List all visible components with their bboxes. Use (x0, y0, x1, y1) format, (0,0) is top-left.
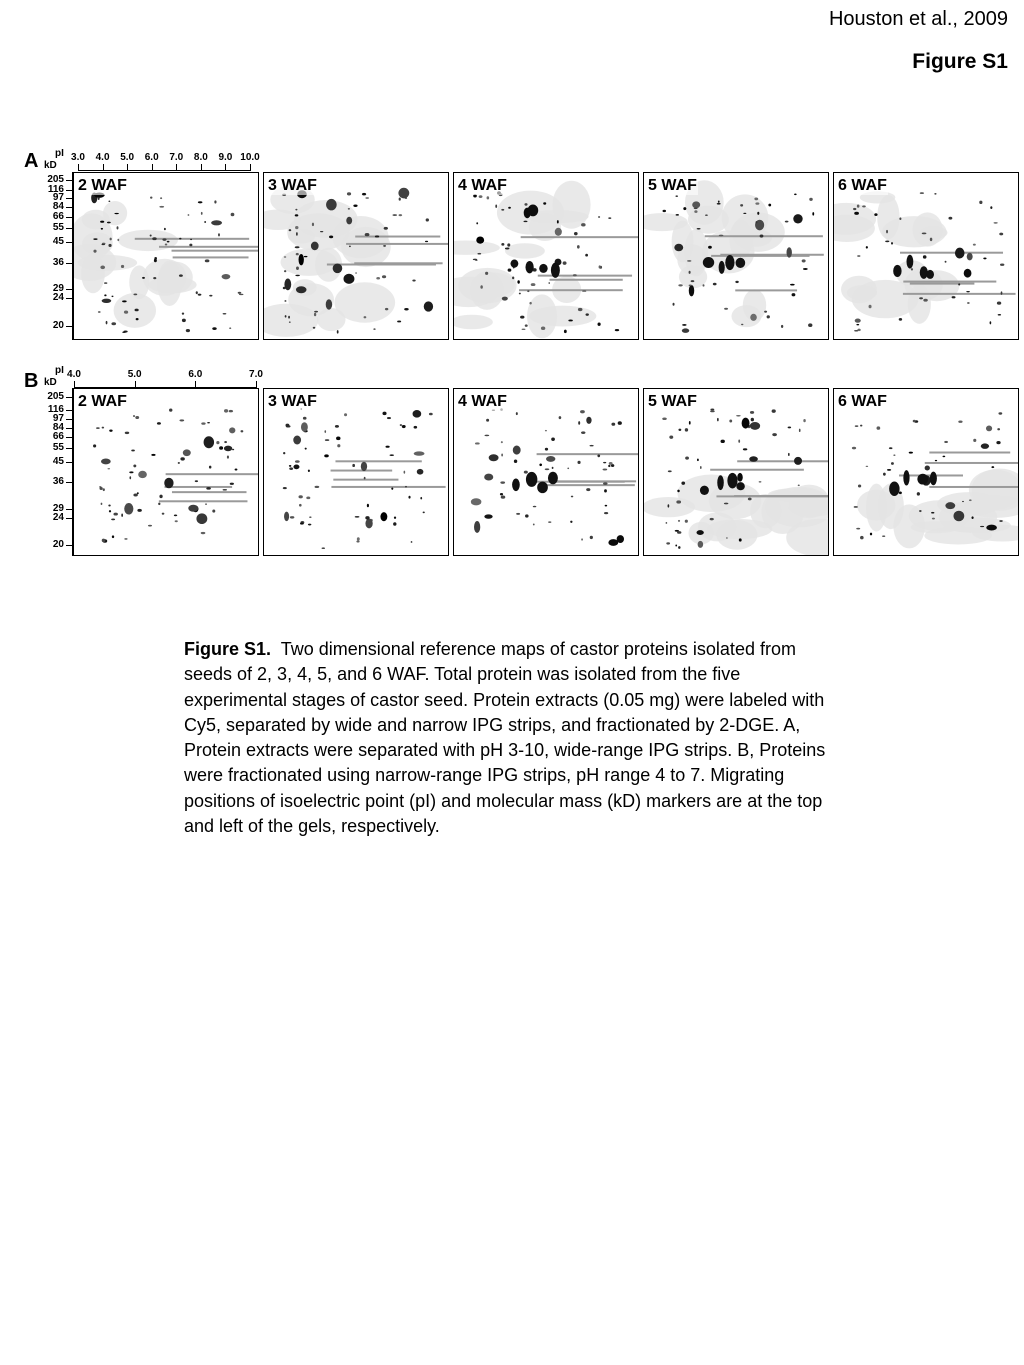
mw-tick-label: 84 (52, 201, 64, 212)
gel-image (643, 388, 829, 556)
gel-image (833, 172, 1019, 340)
gel-spot-pattern (644, 173, 829, 340)
mw-tick-label: 45 (52, 456, 64, 467)
pi-tick-label: 6.0 (188, 369, 203, 380)
mw-tick-mark (66, 242, 72, 243)
pi-tick-mark (201, 164, 202, 171)
author-citation: Houston et al., 2009 (828, 8, 1008, 30)
pi-tick-mark (127, 164, 128, 171)
mw-tick-label: 116 (47, 404, 64, 415)
mw-tick-label: 45 (52, 236, 64, 247)
gel-image (263, 388, 449, 556)
pi-tick-label: 4.0 (95, 152, 110, 163)
gel-spot-pattern (834, 173, 1019, 340)
gel-image (833, 388, 1019, 556)
gel-spot-pattern (74, 173, 259, 340)
mw-axis-unit: kD (44, 160, 57, 171)
pi-tick-mark (176, 164, 177, 171)
mw-tick-mark (66, 228, 72, 229)
mw-tick-mark (66, 462, 72, 463)
figure-label: Figure S1 (912, 50, 1008, 73)
pi-tick-label: 7.0 (249, 369, 263, 380)
mw-tick-label: 20 (52, 320, 64, 331)
pi-tick-mark (74, 381, 75, 388)
pi-tick-mark (225, 164, 226, 171)
mw-tick-label: 116 (47, 184, 64, 195)
pi-tick-label: 6.0 (144, 152, 159, 163)
mw-tick-label: 66 (52, 431, 64, 442)
mw-tick-mark (66, 217, 72, 218)
gel-image (73, 172, 259, 340)
pi-tick-mark (78, 164, 79, 171)
mw-tick-label: 205 (47, 391, 64, 402)
gel-spot-pattern (264, 389, 449, 556)
figure-caption (184, 637, 844, 839)
panel-letter: A (24, 150, 39, 172)
gel-image (263, 172, 449, 340)
pi-tick-mark (135, 381, 136, 388)
mw-axis-unit: kD (44, 377, 57, 388)
mw-tick-label: 97 (52, 413, 64, 424)
mw-tick-label: 36 (52, 257, 64, 268)
mw-tick-label: 24 (52, 292, 64, 303)
mw-tick-mark (66, 419, 72, 420)
gel-image (453, 388, 639, 556)
gel-spot-pattern (644, 389, 829, 556)
caption-text: Two dimensional reference maps of castor proteins isolated from seeds of 2, 3, 4, 5, and 6 WAF. Total protein was isolated from the five experimental stages of castor seed. Protein extracts (0.05 mg) were labeled with Cy5, separated by wide and narrow IPG strips, and fractionated by 2-DGE. A, Protein extracts were separated with pH 3-10, wide-range IPG strips. B, Proteins were fractionated using narrow-range IPG strips, pH range 4 to 7. Migrating positions of isoelectric point (pI) and molecular mass (kD) markers are at the top and left of the gels, respectively. (184, 639, 826, 837)
caption-label: Figure S1. (184, 639, 272, 659)
mw-tick-label: 20 (52, 539, 64, 550)
pi-tick-label: 4.0 (67, 369, 81, 380)
mw-tick-label: 84 (52, 422, 64, 433)
gel-image (453, 172, 639, 340)
panel-letter: B (24, 370, 39, 392)
mw-tick-mark (66, 545, 72, 546)
mw-tick-mark (66, 397, 72, 398)
pi-tick-mark (103, 164, 104, 171)
gel-stage-label: 5 WAF (648, 393, 697, 410)
mw-tick-label: 55 (52, 222, 64, 233)
mw-tick-label: 29 (52, 503, 64, 514)
mw-tick-mark (66, 448, 72, 449)
gel-spot-pattern (264, 173, 449, 340)
pi-tick-mark (195, 381, 196, 388)
pi-tick-label: 5.0 (120, 152, 135, 163)
pi-tick-mark (152, 164, 153, 171)
mw-tick-label: 66 (52, 211, 64, 222)
mw-tick-mark (66, 482, 72, 483)
mw-tick-mark (66, 518, 72, 519)
gel-stage-label: 2 WAF (78, 177, 127, 194)
gel-stage-label: 4 WAF (458, 393, 507, 410)
gel-stage-label: 3 WAF (268, 177, 317, 194)
gel-spot-pattern (454, 173, 639, 340)
mw-tick-mark (66, 263, 72, 264)
pi-axis-unit: pI (55, 148, 64, 159)
mw-tick-mark (66, 198, 72, 199)
mw-tick-mark (66, 410, 72, 411)
gel-stage-label: 3 WAF (268, 393, 317, 410)
mw-tick-mark (66, 289, 72, 290)
pi-tick-label: 8.0 (193, 152, 208, 163)
pi-axis-line (78, 170, 250, 171)
gel-stage-label: 2 WAF (78, 393, 127, 410)
pi-axis-unit: pI (55, 365, 64, 376)
gel-image (73, 388, 259, 556)
gel-spot-pattern (454, 389, 639, 556)
gel-stage-label: 6 WAF (838, 393, 887, 410)
pi-tick-label: 9.0 (218, 152, 233, 163)
gel-stage-label: 5 WAF (648, 177, 697, 194)
mw-tick-mark (66, 207, 72, 208)
mw-tick-label: 55 (52, 442, 64, 453)
mw-tick-label: 29 (52, 283, 64, 294)
pi-tick-label: 7.0 (169, 152, 184, 163)
pi-tick-label: 10.0 (240, 152, 260, 163)
pi-tick-label: 5.0 (127, 369, 142, 380)
gel-image (643, 172, 829, 340)
gel-stage-label: 6 WAF (838, 177, 887, 194)
mw-tick-mark (66, 428, 72, 429)
mw-tick-mark (66, 190, 72, 191)
pi-tick-mark (256, 381, 257, 388)
mw-tick-mark (66, 437, 72, 438)
gel-stage-label: 4 WAF (458, 177, 507, 194)
gel-spot-pattern (74, 389, 259, 556)
mw-tick-mark (66, 326, 72, 327)
mw-tick-mark (66, 509, 72, 510)
mw-tick-label: 36 (52, 476, 64, 487)
pi-tick-label: 3.0 (71, 152, 85, 163)
mw-tick-label: 205 (47, 174, 64, 185)
pi-tick-mark (250, 164, 251, 171)
mw-tick-label: 97 (52, 192, 64, 203)
mw-tick-mark (66, 298, 72, 299)
mw-tick-mark (66, 180, 72, 181)
gel-spot-pattern (834, 389, 1019, 556)
mw-tick-label: 24 (52, 512, 64, 523)
